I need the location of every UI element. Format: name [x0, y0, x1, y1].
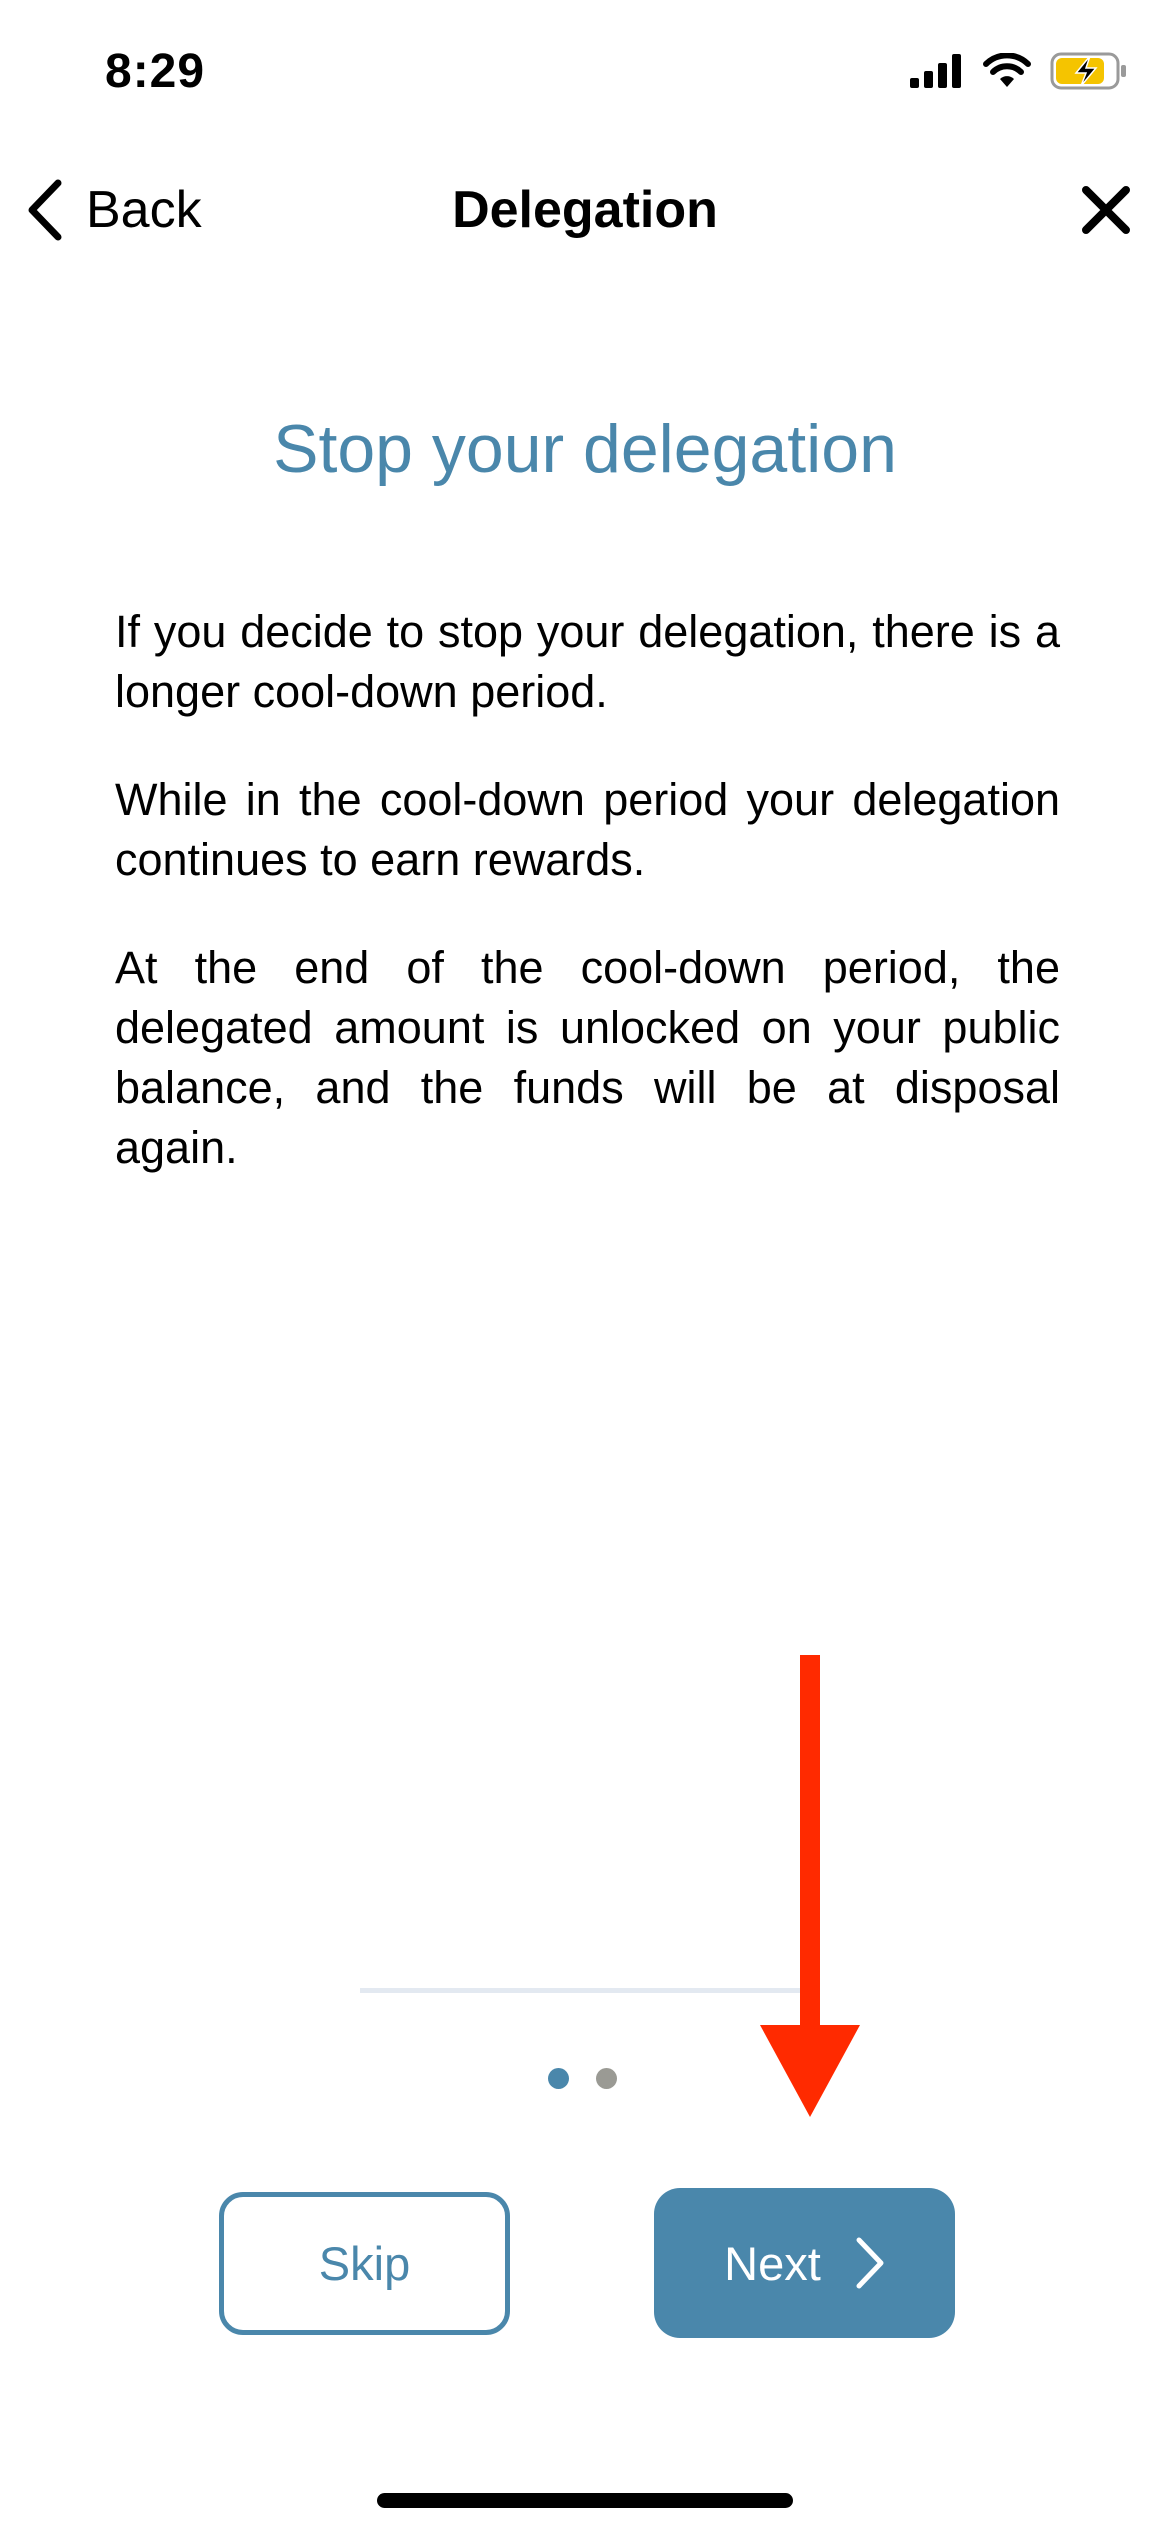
- page-indicator: [548, 2068, 617, 2089]
- page-dot-inactive: [596, 2068, 617, 2089]
- divider: [360, 1988, 810, 1993]
- next-button[interactable]: [654, 2188, 955, 2338]
- skip-label: Skip: [318, 2237, 411, 2290]
- cellular-signal-icon: [910, 54, 964, 88]
- body-paragraph: If you decide to stop your delegation, there is a longer cool-down period.: [115, 606, 1060, 717]
- onboarding-headline: Stop your delegation: [273, 411, 897, 487]
- page-title: Delegation: [452, 181, 718, 239]
- page-dot-active: [548, 2068, 569, 2089]
- body-paragraph: At the end of the cool-down period, the delegated amount is unlocked on your public balance, and the funds will be at disposal again.: [115, 942, 1060, 1173]
- navigation-bar: [0, 170, 1170, 250]
- back-label: Back: [86, 181, 202, 239]
- home-indicator: [377, 2493, 793, 2508]
- status-time: 8:29: [105, 45, 206, 98]
- wifi-icon: [982, 53, 1032, 89]
- close-icon[interactable]: [1078, 182, 1134, 238]
- status-icons: [910, 52, 1128, 90]
- next-label: Next: [724, 2236, 821, 2290]
- body-paragraph: While in the cool-down period your delegation continues to earn rewards.: [115, 774, 1060, 885]
- chevron-right-icon: [855, 2236, 885, 2290]
- battery-charging-icon: [1050, 52, 1128, 90]
- annotation-arrow-icon: [760, 1655, 860, 2120]
- skip-button[interactable]: [219, 2192, 510, 2335]
- onboarding-body: [115, 602, 1060, 1226]
